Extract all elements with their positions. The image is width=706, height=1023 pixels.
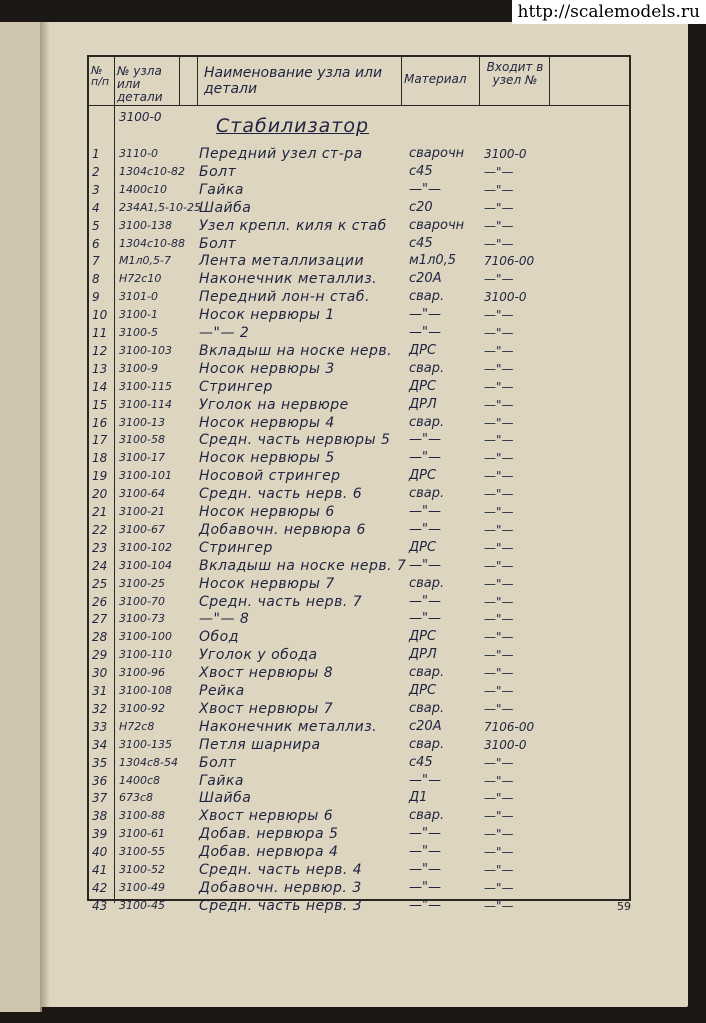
- table-row: [89, 378, 629, 396]
- row-number: 32: [92, 701, 108, 716]
- part-material: —"—: [409, 504, 441, 519]
- part-name: Шайба: [199, 790, 252, 807]
- table-row: [89, 610, 629, 628]
- part-name: Узел крепл. киля к стаб: [199, 217, 387, 234]
- row-number: 7: [92, 254, 100, 269]
- table-row: [89, 252, 629, 270]
- table-row: [89, 593, 629, 611]
- column-rule: [549, 57, 550, 105]
- row-number: 24: [92, 558, 108, 573]
- row-number: 29: [92, 648, 108, 663]
- part-name: Носок нервюры 6: [199, 504, 335, 520]
- part-material: —"—: [409, 862, 441, 877]
- column-rule: [197, 57, 198, 105]
- row-number: 30: [92, 666, 108, 681]
- part-name: Вкладыш на носке нерв. 7: [199, 557, 407, 574]
- part-assembly: —"—: [484, 326, 514, 340]
- part-assembly: 3100-0: [484, 147, 527, 161]
- part-material: ДРС: [409, 378, 437, 394]
- part-name: Средн. часть нерв. 3: [199, 897, 363, 914]
- part-assembly: 3100-0: [484, 290, 527, 305]
- part-code: 3100-73: [119, 612, 165, 626]
- table-row: [89, 217, 629, 235]
- row-number: 42: [92, 880, 108, 895]
- part-name: Средн. часть нервюры 5: [199, 432, 391, 449]
- row-number: 9: [92, 290, 100, 305]
- part-material: Д1: [409, 790, 428, 806]
- part-code: 3100-61: [119, 827, 165, 841]
- part-material: свар.: [409, 700, 445, 716]
- part-material: ДРС: [409, 468, 437, 484]
- part-name: —"— 8: [199, 611, 250, 628]
- part-code: 3110-0: [119, 147, 158, 160]
- part-assembly: —"—: [484, 809, 514, 824]
- part-material: ДРС: [409, 342, 437, 358]
- row-number: 25: [92, 576, 108, 591]
- header-num: № п/п: [91, 64, 110, 88]
- row-number: 15: [92, 397, 108, 412]
- part-assembly: —"—: [484, 218, 514, 233]
- part-code: 3100-1: [119, 308, 158, 322]
- part-material: ДРС: [409, 683, 437, 698]
- part-assembly: —"—: [484, 845, 514, 860]
- part-name: Болт: [199, 754, 237, 771]
- part-assembly: —"—: [484, 880, 514, 895]
- part-code: 3100-101: [119, 469, 172, 483]
- part-name: Гайка: [199, 181, 245, 198]
- part-code: 3100-13: [119, 415, 165, 429]
- part-name: Лента металлизации: [199, 253, 365, 270]
- table-row: [89, 628, 629, 646]
- part-assembly: —"—: [484, 379, 514, 394]
- part-assembly: —"—: [484, 773, 514, 788]
- part-assembly: —"—: [484, 469, 514, 484]
- part-code: 3101-0: [119, 290, 158, 304]
- row-number: 14: [92, 379, 108, 394]
- row-number: 31: [92, 684, 108, 698]
- row-number: 16: [92, 415, 108, 430]
- part-name: Рейка: [199, 683, 245, 699]
- part-code: 3100-135: [119, 737, 172, 751]
- part-name: Хвост нервюры 8: [199, 665, 334, 682]
- table-row: [89, 270, 629, 288]
- row-number: 2: [92, 164, 100, 179]
- part-name: Носовой стрингер: [199, 468, 341, 485]
- row-number: 21: [92, 505, 108, 519]
- part-assembly: —"—: [484, 505, 514, 519]
- part-assembly: —"—: [484, 755, 514, 770]
- table-row: [89, 360, 629, 378]
- row-number: 33: [92, 719, 108, 734]
- column-rule: [479, 57, 480, 105]
- part-assembly: —"—: [484, 433, 514, 448]
- part-material: свар.: [409, 289, 445, 305]
- part-code: 3100-21: [119, 505, 165, 518]
- row-number: 4: [92, 200, 100, 215]
- part-code: 1304с8-54: [119, 755, 179, 769]
- header-material: Материал: [404, 72, 467, 86]
- part-material: сварочн: [409, 146, 465, 161]
- part-assembly: —"—: [484, 827, 514, 842]
- table-row: [89, 843, 629, 861]
- part-assembly: —"—: [484, 272, 514, 287]
- part-code: 3100-102: [119, 540, 172, 554]
- row-number: 6: [92, 236, 100, 251]
- table-row: [89, 807, 629, 825]
- part-name: Добав. нервюра 5: [199, 826, 339, 843]
- table-row: [89, 754, 629, 772]
- row-number: 40: [92, 845, 108, 860]
- part-name: Добав. нервюра 4: [199, 844, 339, 861]
- section-title: Стабилизатор: [216, 115, 370, 137]
- header-includes: Входит в узел №: [486, 60, 544, 88]
- part-name: Стрингер: [199, 539, 273, 556]
- part-name: Носок нервюры 5: [199, 450, 335, 467]
- part-material: —"—: [409, 611, 441, 627]
- part-material: —"—: [409, 826, 441, 842]
- part-name: Передний узел ст-ра: [199, 146, 363, 162]
- part-assembly: —"—: [484, 361, 514, 376]
- page-gutter: [40, 22, 50, 1007]
- part-material: —"—: [409, 897, 441, 913]
- table-row: [89, 718, 629, 736]
- table-row: [89, 557, 629, 575]
- part-name: Вкладыш на носке нерв.: [199, 342, 393, 359]
- row-number: 28: [92, 630, 108, 645]
- part-material: —"—: [409, 432, 441, 448]
- part-assembly: —"—: [484, 164, 514, 179]
- part-assembly: —"—: [484, 415, 514, 430]
- table-row: [89, 664, 629, 682]
- part-assembly: —"—: [484, 558, 514, 573]
- part-name: Болт: [199, 163, 237, 180]
- table-row: [89, 467, 629, 485]
- part-code: 3100-52: [119, 863, 165, 876]
- row-number: 20: [92, 487, 108, 502]
- part-code: 3100-108: [119, 684, 172, 697]
- part-name: Гайка: [199, 772, 245, 789]
- table-row: [89, 414, 629, 432]
- part-code: 3100-115: [119, 379, 172, 393]
- page-number: 59: [617, 900, 631, 913]
- part-material: —"—: [409, 593, 441, 609]
- table-row: [89, 324, 629, 342]
- table-row: [89, 306, 629, 324]
- row-number: 39: [92, 827, 108, 842]
- table-row: [89, 163, 629, 181]
- part-name: Уголок на нервюре: [199, 396, 349, 413]
- left-page-edge: [0, 22, 42, 1012]
- part-code: 673с8: [119, 791, 154, 805]
- row-number: 17: [92, 433, 108, 448]
- part-name: Стрингер: [199, 378, 273, 395]
- part-code: 3100-96: [119, 666, 165, 680]
- part-name: Хвост нервюры 7: [199, 700, 334, 717]
- row-number: 34: [92, 737, 108, 752]
- watermark-url: http://scalemodels.ru: [512, 0, 706, 24]
- part-name: Хвост нервюры 6: [199, 808, 334, 825]
- table-row: [89, 539, 629, 557]
- row-number: 43: [92, 898, 108, 913]
- part-name: Носок нервюры 1: [199, 307, 335, 324]
- part-assembly: —"—: [484, 594, 514, 609]
- part-name: Средн. часть нерв. 4: [199, 862, 363, 878]
- table-row: [89, 772, 629, 790]
- part-material: ДРС: [409, 629, 437, 645]
- part-name: Наконечник металлиз.: [199, 718, 378, 735]
- part-code: 3100-103: [119, 343, 172, 357]
- part-assembly: —"—: [484, 648, 514, 663]
- part-material: с20: [409, 199, 433, 215]
- row-number: 5: [92, 218, 100, 233]
- part-code: 3100-88: [119, 809, 165, 823]
- part-name: Петля шарнира: [199, 736, 321, 753]
- part-code: 3100-138: [119, 218, 172, 232]
- part-material: —"—: [409, 450, 441, 466]
- table-row: [89, 861, 629, 879]
- table-row: [89, 897, 629, 915]
- part-code: 3100-64: [119, 487, 165, 501]
- part-material: м1л0,5: [409, 253, 457, 269]
- part-assembly: —"—: [484, 576, 514, 591]
- part-name: Носок нервюры 3: [199, 360, 335, 377]
- part-name: Добавочн. нервюра 6: [199, 521, 366, 538]
- header-name: Наименование узла или детали: [204, 65, 383, 98]
- part-assembly: —"—: [484, 898, 514, 913]
- part-code: 234А1,5-10-25: [119, 200, 201, 214]
- part-material: с20А: [409, 271, 442, 287]
- row-number: 1: [92, 147, 100, 161]
- part-material: —"—: [409, 879, 441, 895]
- part-material: —"—: [409, 325, 441, 340]
- row-number: 41: [92, 863, 108, 877]
- table-row: [89, 736, 629, 754]
- row-number: 12: [92, 343, 108, 358]
- part-code: 3100-114: [119, 397, 172, 411]
- row-number: 10: [92, 308, 108, 323]
- table-row: [89, 682, 629, 700]
- part-assembly: —"—: [484, 612, 514, 627]
- table-row: [89, 181, 629, 199]
- part-code: 1400с10: [119, 182, 168, 196]
- part-name: —"— 2: [199, 325, 250, 341]
- table-row: [89, 449, 629, 467]
- part-code: 3100-45: [119, 898, 165, 912]
- table-row: [89, 575, 629, 593]
- part-code: 3100-55: [119, 845, 165, 859]
- part-material: сварочн: [409, 217, 465, 233]
- table-row: [89, 235, 629, 253]
- part-code: 1304с10-82: [119, 164, 186, 178]
- part-code: 1400с8: [119, 773, 161, 787]
- table-row: [89, 700, 629, 718]
- part-assembly: —"—: [484, 666, 514, 681]
- row-number: 27: [92, 612, 108, 627]
- part-name: Болт: [199, 235, 237, 252]
- part-code: 3100-110: [119, 648, 172, 662]
- part-code: Н72с8: [119, 719, 155, 733]
- row-number: 22: [92, 522, 108, 537]
- table-row: [89, 431, 629, 449]
- part-material: свар.: [409, 808, 445, 824]
- table-row: [89, 342, 629, 360]
- part-material: —"—: [409, 557, 441, 573]
- part-material: с45: [409, 754, 433, 770]
- table-row: [89, 646, 629, 664]
- part-name: Передний лон-н стаб.: [199, 289, 370, 306]
- part-assembly: —"—: [484, 630, 514, 645]
- part-assembly: —"—: [484, 397, 514, 412]
- row-number: 11: [92, 326, 108, 340]
- table-row: [89, 879, 629, 897]
- part-name: Шайба: [199, 199, 252, 216]
- table-row: [89, 485, 629, 503]
- part-assembly: —"—: [484, 791, 514, 806]
- part-code: 1304с10-88: [119, 236, 186, 250]
- table-row: [89, 825, 629, 843]
- part-material: —"—: [409, 181, 441, 197]
- part-code: 3100-70: [119, 594, 165, 608]
- part-assembly: —"—: [484, 451, 514, 466]
- part-code: 3100-25: [119, 576, 165, 590]
- part-assembly: —"—: [484, 684, 514, 698]
- table-row: [89, 789, 629, 807]
- part-name: Носок нервюры 7: [199, 575, 335, 592]
- part-code: 3100-100: [119, 630, 172, 644]
- part-material: с20А: [409, 718, 442, 734]
- part-assembly: 7106-00: [484, 719, 535, 734]
- table-row: [89, 521, 629, 539]
- part-material: —"—: [409, 844, 441, 860]
- row-number: 19: [92, 469, 108, 484]
- part-assembly: —"—: [484, 522, 514, 537]
- row-number: 35: [92, 755, 108, 770]
- part-code: 3100-104: [119, 558, 172, 572]
- part-code: 3100-9: [119, 361, 158, 375]
- part-name: Уголок у обода: [199, 647, 318, 664]
- part-material: ДРС: [409, 539, 437, 555]
- part-material: свар.: [409, 360, 445, 376]
- part-assembly: —"—: [484, 200, 514, 215]
- part-code: Н72с10: [119, 272, 162, 286]
- part-name: Средн. часть нерв. 6: [199, 486, 363, 503]
- header-rule: [89, 105, 629, 106]
- row-number: 8: [92, 272, 100, 287]
- part-assembly: 7106-00: [484, 254, 535, 269]
- part-code: М1л0,5-7: [119, 254, 171, 268]
- part-material: с45: [409, 163, 433, 179]
- header-code: № узла или детали: [117, 64, 163, 105]
- part-material: свар.: [409, 665, 445, 681]
- part-assembly: —"—: [484, 182, 514, 197]
- table-row: [89, 396, 629, 414]
- row-number: 38: [92, 809, 108, 824]
- part-assembly: —"—: [484, 236, 514, 251]
- part-code: 3100-58: [119, 433, 165, 447]
- part-name: Носок нервюры 4: [199, 414, 335, 431]
- part-name: Средн. часть нерв. 7: [199, 593, 363, 610]
- part-material: свар.: [409, 736, 445, 752]
- row-number: 36: [92, 773, 108, 788]
- column-rule: [179, 57, 180, 105]
- part-material: —"—: [409, 307, 441, 323]
- row-number: 13: [92, 361, 108, 376]
- part-material: —"—: [409, 521, 441, 537]
- part-material: свар.: [409, 575, 445, 591]
- part-material: свар.: [409, 486, 445, 502]
- part-assembly: —"—: [484, 863, 514, 877]
- table-row: [89, 503, 629, 521]
- part-name: Наконечник металлиз.: [199, 271, 378, 288]
- part-material: с45: [409, 235, 433, 251]
- part-code: 3100-49: [119, 880, 165, 894]
- part-assembly: —"—: [484, 343, 514, 358]
- part-material: ДРЛ: [409, 396, 437, 412]
- part-assembly: —"—: [484, 308, 514, 323]
- part-name: Добавочн. нервюр. 3: [199, 879, 362, 896]
- row-number: 37: [92, 791, 108, 806]
- part-assembly: —"—: [484, 701, 514, 716]
- table-row: [89, 288, 629, 306]
- row-number: 3: [92, 182, 100, 197]
- column-rule: [401, 57, 402, 105]
- part-material: —"—: [409, 772, 441, 788]
- part-material: свар.: [409, 414, 445, 430]
- part-assembly: 3100-0: [484, 737, 527, 752]
- row-number: 26: [92, 594, 108, 609]
- table-row: [89, 145, 629, 163]
- part-name: Обод: [199, 629, 239, 646]
- part-code: 3100-67: [119, 522, 165, 536]
- row-number: 23: [92, 540, 108, 555]
- row-number: 18: [92, 451, 108, 466]
- part-assembly: —"—: [484, 487, 514, 502]
- section-code: 3100-0: [119, 110, 162, 124]
- part-code: 3100-17: [119, 451, 165, 465]
- part-code: 3100-92: [119, 701, 165, 715]
- part-assembly: —"—: [484, 540, 514, 555]
- part-material: ДРЛ: [409, 647, 437, 663]
- part-code: 3100-5: [119, 326, 158, 339]
- table-row: [89, 199, 629, 217]
